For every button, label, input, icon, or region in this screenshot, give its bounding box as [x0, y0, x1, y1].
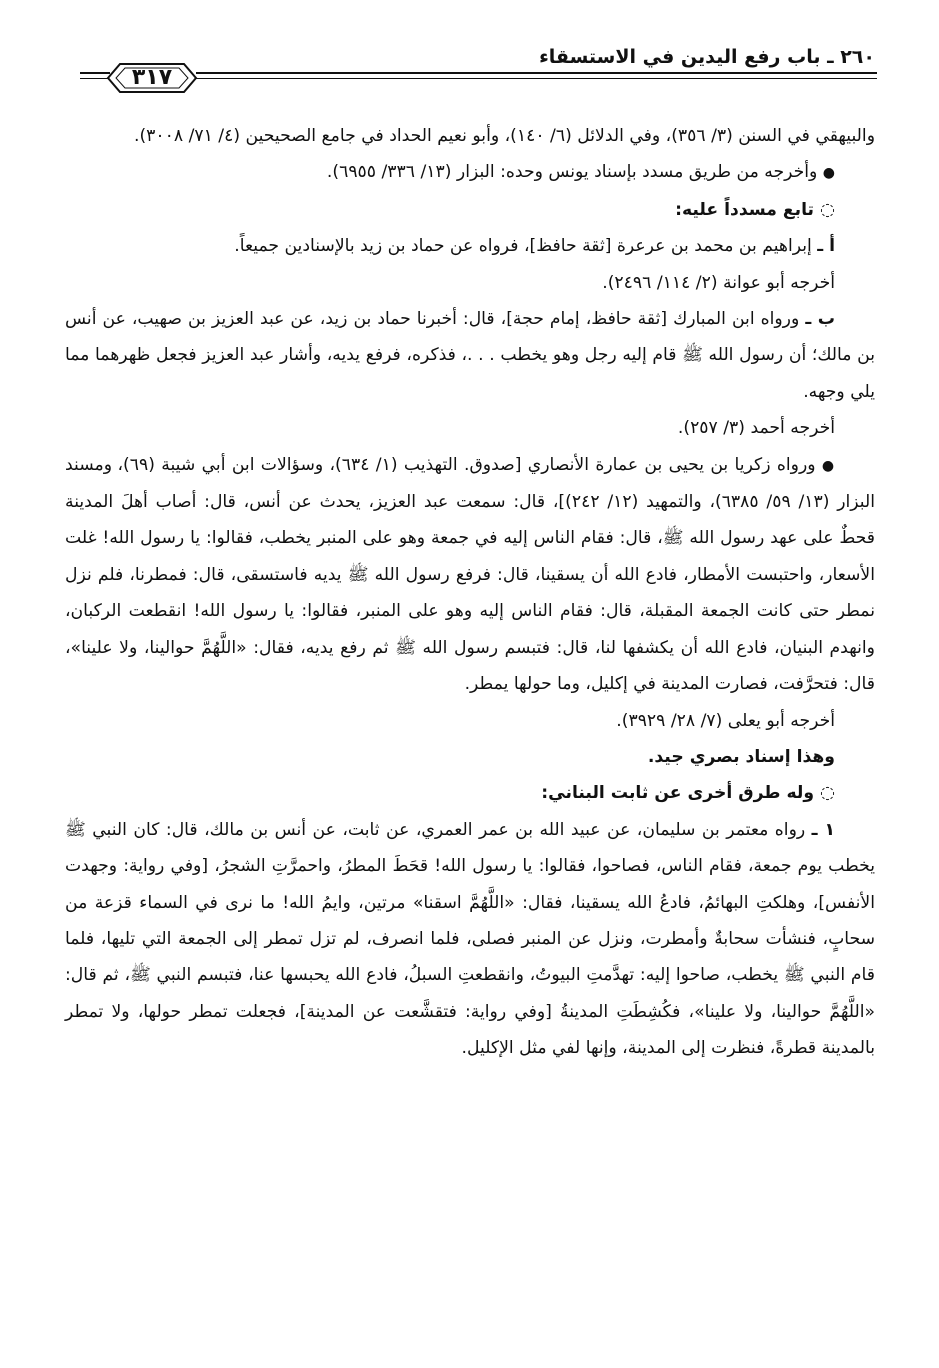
circle-bullet-icon: ◌ [820, 199, 835, 220]
main-text [65, 118, 875, 1067]
paragraph: أخرجه أبو عوانة (٢/ ١١٤/ ٢٤٩٦). [602, 272, 835, 293]
bullet-icon: ● [822, 165, 835, 182]
header-rule [196, 72, 877, 74]
paragraph: ب ـ ورواه ابن المبارك [ثقة حافظ، إمام حجة]، قال: أخبرنا حماد بن زيد، عن عبد العزيز بن صهيب، عن أنس بن مالك؛ أن رسول الله ﷺ قام إليه رجل وهو يخطب . . .، فذكره، فرفع يديه، وأشار عبد العزيز فجعل ظهرهما مما يلي وجهه. [65, 309, 875, 402]
circle-bullet-icon: ◌ [820, 783, 835, 804]
paragraph: ● ورواه زكريا بن يحيى بن عمارة الأنصاري [صدوق. التهذيب (١/ ٦٣٤)، وسؤالات ابن أبي شيبة (٦٩)، ومسند البزار (١٣/ ٥٩/ ٦٣٨٥)، والتمهيد (١٢/ ٢٤٢)]، قال: سمعت عبد العزيز، يحدث عن أنس، قال: أصاب أهلَ المدينة قحطٌ على عهد رسول الله ﷺ، قال: فقام الناس إليه في جمعة وهو على المنبر يخطب، فقالوا: يا رسول الله! غلت الأسعار، واحتبست الأمطار، فادع الله أن يسقينا، قال: فرفع رسول الله ﷺ يديه فاستسقى، قال: فمطرنا، فلم نزل نمطر حتى كانت الجمعة المقبلة، قال: فقام الناس إليه وهو على المنبر، فقالوا: يا رسول الله! انقطعت الركبان، وانهدم البنيان، فادع الله أن يكشفها لنا، قال: فتبسم رسول الله ﷺ ثم رفع يديه، فقال: «اللَّهُمَّ حوالينا، ولا علينا»، قال: فتحرَّفت، فصارت المدينة في إكليل، وما حولها يمطر. [65, 454, 875, 695]
section-lead: ◌ وله طرق أخرى عن ثابت البناني: [541, 783, 835, 804]
list-marker: ١ ـ [811, 819, 835, 840]
section-lead: ◌ تابع مسدداً عليه: [675, 199, 835, 220]
paragraph: والبيهقي في السنن (٣/ ٣٥٦)، وفي الدلائل (٦/ ١٤٠)، وأبو نعيم الحداد في جامع الصحيحين (٤/ ٧١/ ٣٠٠٨). [134, 126, 875, 146]
running-title: ٢٦٠ ـ باب رفع اليدين في الاستسقاء [539, 46, 875, 68]
bullet-icon: ● [821, 457, 835, 474]
paragraph: أخرجه أبو يعلى (٧/ ٢٨/ ٣٩٢٩). [616, 710, 835, 731]
header-rule [196, 78, 877, 79]
page-number-frame [106, 61, 198, 95]
paragraph: ● وأخرجه من طريق مسدد بإسناد يونس وحده: البزار (١٣/ ٣٣٦/ ٦٩٥٥). [326, 162, 835, 183]
verdict: وهذا إسناد بصري جيد. [647, 746, 835, 767]
list-marker: ب ـ [805, 309, 836, 330]
page-number: ٣١٧ [131, 65, 173, 90]
paragraph: أخرجه أحمد (٣/ ٢٥٧). [677, 418, 835, 439]
paragraph: ١ ـ رواه معتمر بن سليمان، عن عبيد الله بن عمر العمري، عن ثابت، عن أنس بن مالك، قال: كان النبي ﷺ يخطب يوم جمعة، فقام الناس، فصاحوا، فقالوا: يا رسول الله! قحَطَ المطرُ، واحمرَّتِ الشجرُ، [وفي رواية: وجهدت الأنفس]، وهلكتِ البهائمُ، فادعُ الله يسقينا، فقال: «اللَّهُمَّ اسقنا» مرتين، وايمُ الله! ما نرى في السماء قزعة من سحابٍ، فنشأت سحابةٌ وأمطرت، ونزل عن المنبر فصلى، فلما انصرف، لم تزل تمطر إلى الجمعة التي تليها، فلما قام النبي ﷺ يخطب، صاحوا إليه: تهدَّمتِ البيوتُ، وانقطعتِ السبلُ، فادع الله يحبسها عنا، فتبسم النبي ﷺ، ثم قال: «اللَّهُمَّ حوالينا، ولا علينا»، فكُشِطَتِ المدينةُ [وفي رواية: فتقشَّعت عن المدينة]، فجعلت تمطر حولها، ولا تمطر بالمدينة قطرةً، فنظرت إلى المدينة، وإنها لفي مثل الإكليل. [65, 819, 875, 1059]
list-marker: أ ـ [817, 236, 835, 257]
paragraph: أ ـ إبراهيم بن محمد بن عرعرة [ثقة حافظ]، فرواه عن حماد بن زيد بالإسنادين جميعاً. [234, 236, 835, 257]
